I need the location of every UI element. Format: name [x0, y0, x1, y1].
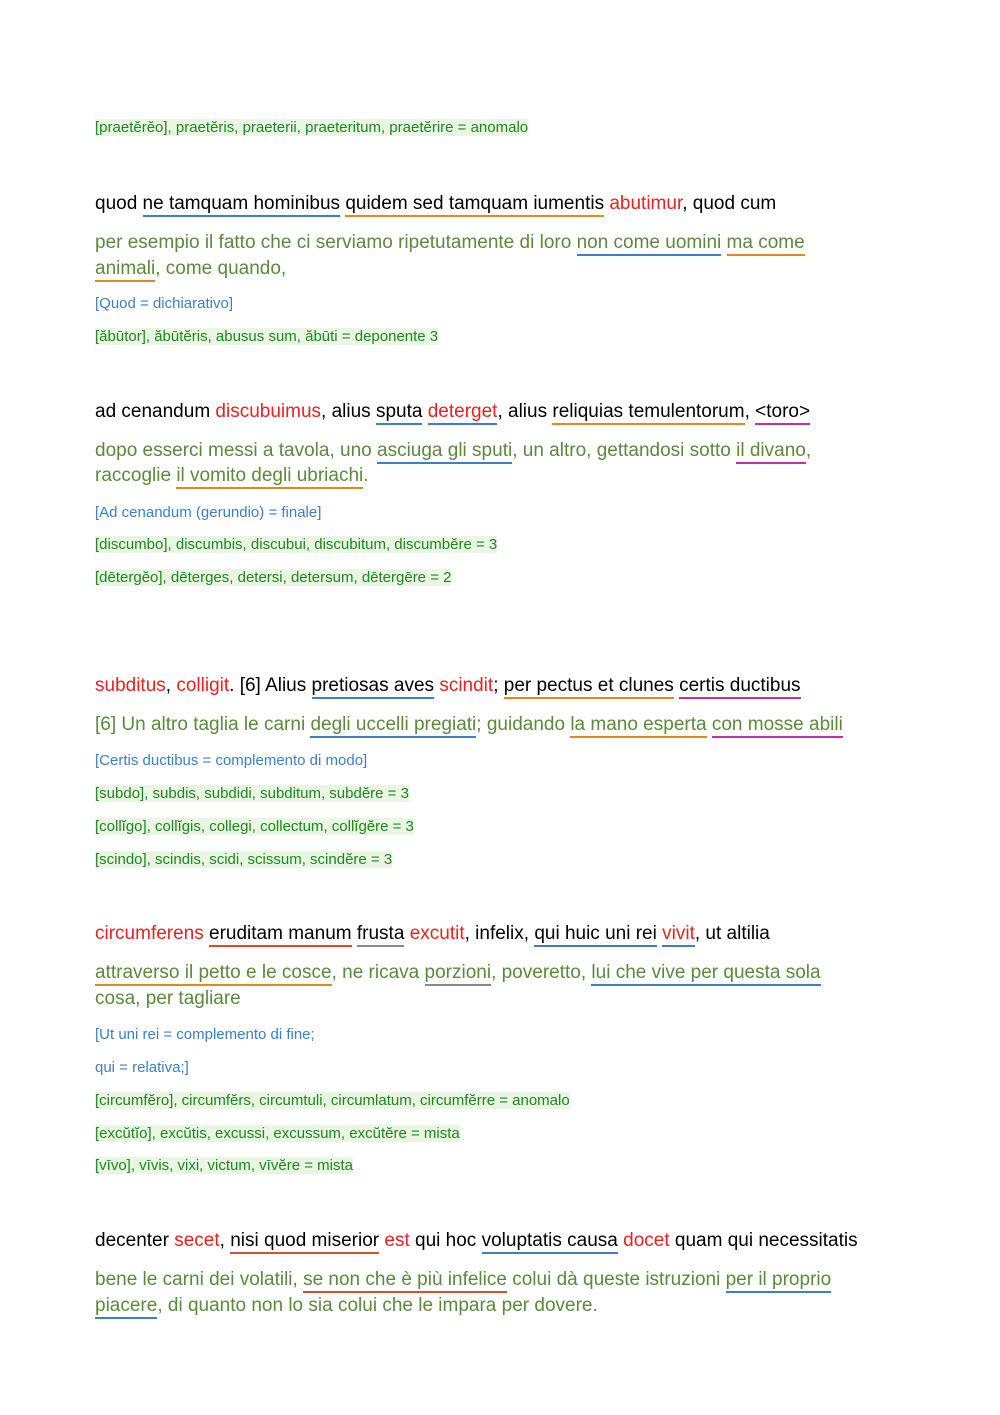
verb-line-detergeo: [dētergĕo], dēterges, detersi, detersum, dētergēre = 2 — [95, 569, 452, 586]
verb-line-colligo: [collĭgo], collĭgis, collegi, collectum, collĭgĕre = 3 — [95, 818, 414, 835]
translation-line-4b: cosa, per tagliare — [95, 988, 241, 1009]
translation-line-4a: attraverso il petto e le cosce, ne ricava porzioni, poveretto, lui che vive per questa sola — [95, 962, 821, 984]
translation-line-3a: [6] Un altro taglia le carni degli uccelli pregiati; guidando la mano esperta con mosse abili — [95, 714, 843, 736]
verb-line-scindo: [scindo], scindis, scidi, scissum, scindĕre = 3 — [95, 851, 393, 868]
translation-line-2a: dopo esserci messi a tavola, uno asciuga gli sputi, un altro, gettandosi sotto il divano, — [95, 440, 811, 462]
verb-line-abutor: [ăbūtor], ăbūtĕris, abusus sum, ăbūti = deponente 3 — [95, 328, 439, 345]
latin-line-2: ad cenandum discubuimus, alius sputa deterget, alius reliquias temulentorum, <toro> — [95, 401, 810, 423]
grammar-note-4a: [Ut uni rei = complemento di fine; — [95, 1026, 315, 1043]
grammar-note-1: [Quod = dichiarativo] — [95, 295, 233, 312]
grammar-note-3: [Certis ductibus = complemento di modo] — [95, 752, 368, 769]
latin-line-3: subditus, colligit. [6] Alius pretiosas aves scindit; per pectus et clunes certis ductibus — [95, 675, 801, 697]
verb-line-subdo: [subdo], subdis, subdidi, subditum, subdĕre = 3 — [95, 785, 409, 802]
translation-line-5a: bene le carni dei volatili, se non che è più infelice colui dà queste istruzioni per il proprio — [95, 1269, 831, 1291]
verb-line-circumfero: [circumfĕro], circumfĕrs, circumtuli, circumlatum, circumfĕrre = anomalo — [95, 1092, 570, 1109]
latin-line-4: circumferens eruditam manum frusta excutit, infelix, qui huic uni rei vivit, ut altilia — [95, 923, 770, 945]
verb-line-vivo: [vīvo], vīvis, vixi, victum, vīvĕre = mista — [95, 1157, 353, 1174]
latin-line-1: quod ne tamquam hominibus quidem sed tamquam iumentis abutimur, quod cum — [95, 193, 776, 215]
grammar-note-2: [Ad cenandum (gerundio) = finale] — [95, 504, 322, 521]
latin-line-5: decenter secet, nisi quod miserior est qui hoc voluptatis causa docet quam qui necessitatis — [95, 1230, 858, 1252]
verb-line-praetereo: [praetĕrĕo], praetĕris, praeterii, praeteritum, praetĕrire = anomalo — [95, 119, 529, 136]
verb-line-excutio: [excŭtĭo], excŭtis, excussi, excussum, excŭtĕre = mista — [95, 1125, 460, 1142]
translation-line-1b: animali, come quando, — [95, 258, 286, 280]
translation-line-2b: raccoglie il vomito degli ubriachi. — [95, 465, 369, 487]
translation-line-1a: per esempio il fatto che ci serviamo ripetutamente di loro non come uomini ma come — [95, 232, 805, 254]
verb-line-discumbo: [discumbo], discumbis, discubui, discubitum, discumbĕre = 3 — [95, 536, 498, 553]
grammar-note-4b: qui = relativa;] — [95, 1059, 189, 1076]
translation-line-5b: piacere, di quanto non lo sia colui che le impara per dovere. — [95, 1295, 598, 1317]
